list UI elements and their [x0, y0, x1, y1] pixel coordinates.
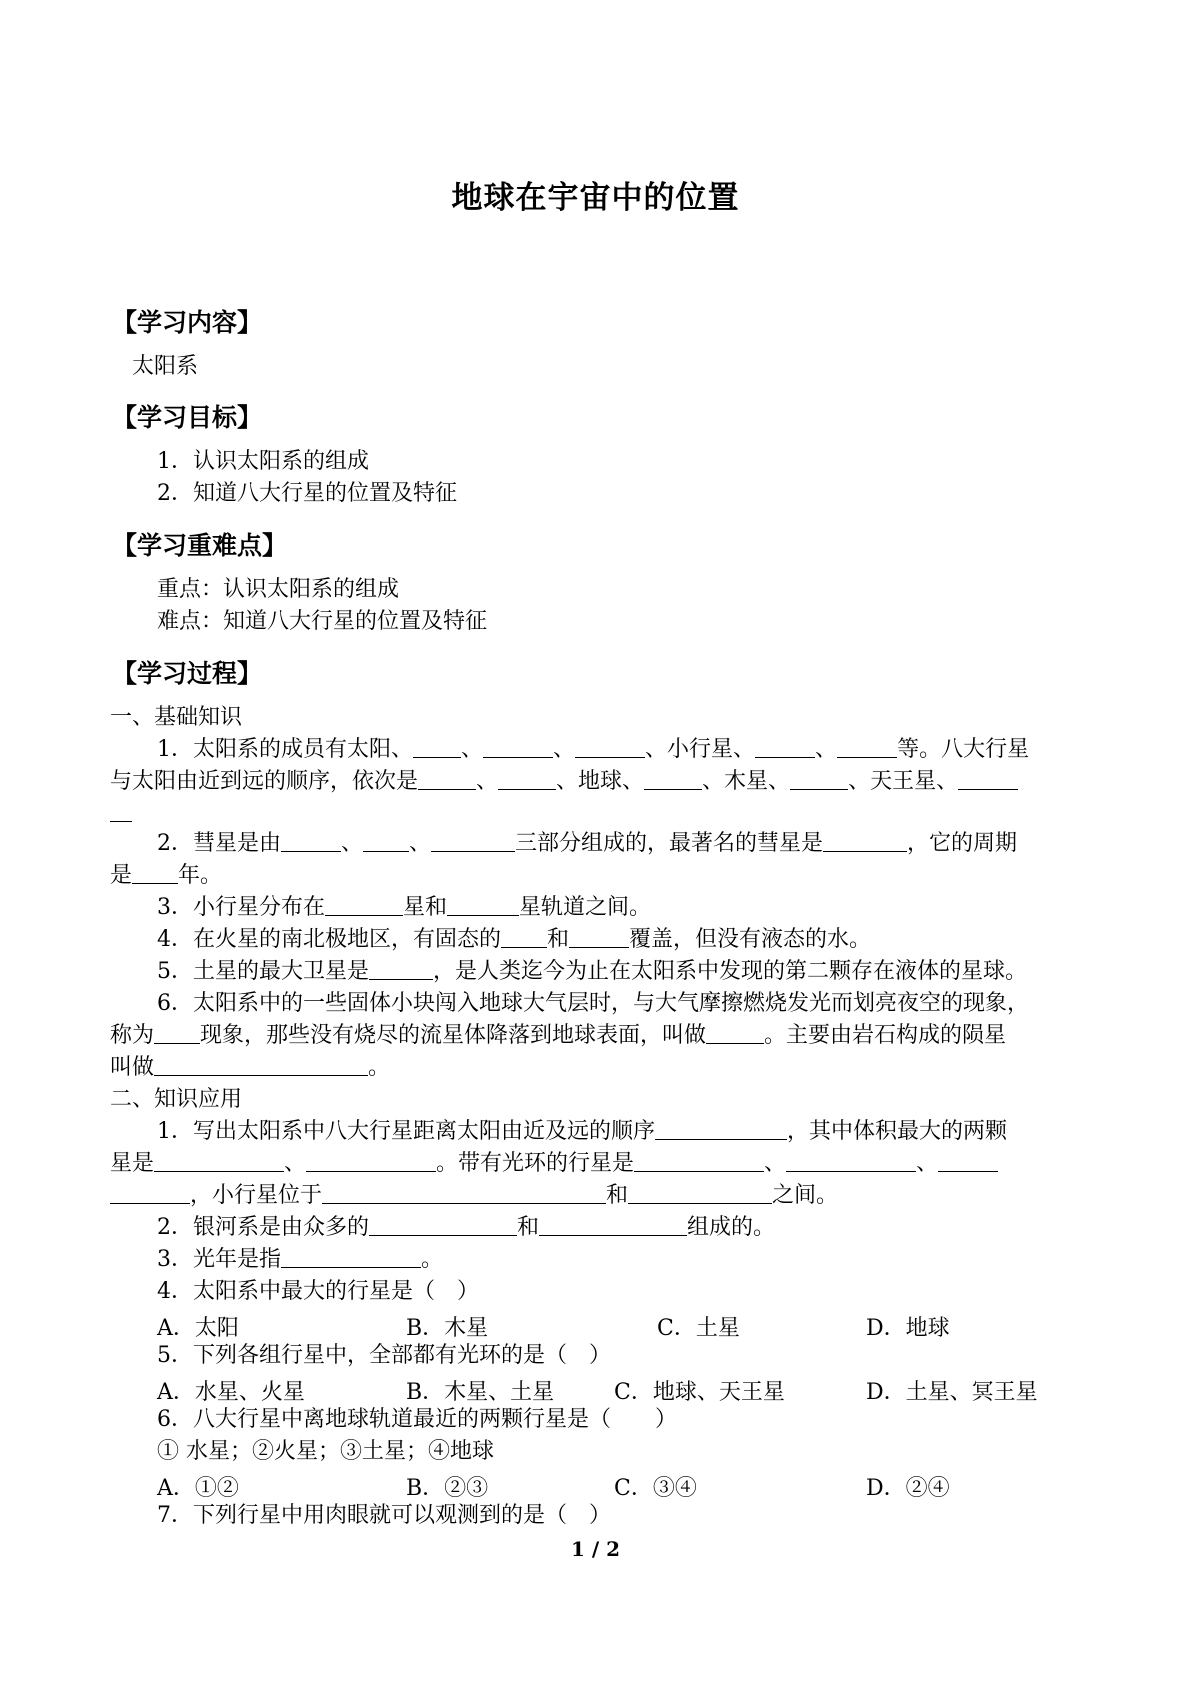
key-point: 难点：知道八大行星的位置及特征 — [157, 609, 488, 634]
blank — [958, 767, 1018, 790]
choice-option: C．③④ — [614, 1476, 697, 1501]
content-text: 太阳系 — [132, 354, 199, 379]
apply-q2: 2．银河系是由众多的 和 组成的。 — [157, 1215, 776, 1240]
apply-q6-list: ① 水星；②火星；③土星；④地球 — [157, 1439, 494, 1464]
blank — [790, 767, 848, 790]
blank — [110, 799, 132, 822]
choice-option: D．地球 — [866, 1316, 950, 1341]
apply-q5: 5．下列各组行星中，全部都有光环的是（ ） — [157, 1343, 611, 1368]
blank — [634, 1149, 764, 1172]
apply-q1-line3: ，小行星位于 和 之间。 — [110, 1181, 838, 1211]
goal-item: 2．知道八大行星的位置及特征 — [157, 481, 457, 506]
blank — [154, 1053, 368, 1076]
blank — [154, 1021, 200, 1044]
blank — [938, 1149, 998, 1172]
choice-option: D．土星、冥王星 — [866, 1380, 1038, 1405]
blank — [786, 1149, 916, 1172]
blank — [569, 925, 629, 948]
goals-heading: 【学习目标】 — [112, 403, 263, 432]
blank — [644, 767, 702, 790]
basic-q6-line1: 6．太阳系中的一些固体小块闯入地球大气层时，与大气摩擦燃烧发光而划亮夜空的现象， — [157, 991, 1030, 1016]
choice-option: D．②④ — [866, 1476, 950, 1501]
basic-q2-line1: 2．彗星是由 、 、 三部分组成的，最著名的彗星是 ，它的周期 — [157, 831, 1018, 856]
blank — [132, 861, 178, 884]
apply-heading: 二、知识应用 — [110, 1087, 243, 1112]
blank — [655, 1117, 787, 1140]
blank — [837, 735, 897, 758]
blank — [369, 1213, 517, 1236]
blank — [823, 829, 907, 852]
choice-option: C．土星 — [657, 1316, 740, 1341]
apply-q6: 6．八大行星中离地球轨道最近的两颗行星是（ ） — [157, 1407, 677, 1432]
process-heading: 【学习过程】 — [112, 659, 263, 688]
blank — [575, 735, 645, 758]
blank — [322, 1181, 606, 1204]
blank — [706, 1021, 764, 1044]
blank — [483, 735, 553, 758]
basic-q2-line2: 是 年。 — [110, 863, 223, 888]
blank — [363, 829, 409, 852]
goal-item: 1．认识太阳系的组成 — [157, 449, 369, 474]
choice-option: A．太阳 — [157, 1316, 239, 1341]
basic-q5: 5．土星的最大卫星是 ，是人类迄今为止在太阳系中发现的第二颗存在液体的星球。 — [157, 959, 1028, 984]
blank — [628, 1181, 772, 1204]
key-heading: 【学习重难点】 — [112, 531, 288, 560]
apply-q7: 7．下列行星中用肉眼就可以观测到的是（ ） — [157, 1503, 611, 1528]
basic-q6-line2: 称为 现象，那些没有烧尽的流星体降落到地球表面，叫做 。主要由岩石构成的陨星 — [110, 1023, 1007, 1048]
blank — [110, 1181, 190, 1204]
blank — [154, 1149, 284, 1172]
basic-heading: 一、基础知识 — [110, 705, 243, 730]
key-point: 重点：认识太阳系的组成 — [157, 577, 400, 602]
basic-q1-line2: 与太阳由近到远的顺序，依次是 、 、地球、 、木星、 、天王星、 — [110, 767, 1018, 797]
blank — [447, 893, 519, 916]
blank — [539, 1213, 687, 1236]
choice-option: C．地球、天王星 — [614, 1380, 785, 1405]
choice-option: B．木星、土星 — [406, 1380, 555, 1405]
blank — [755, 735, 815, 758]
basic-q4: 4．在火星的南北极地区，有固态的 和 覆盖，但没有液态的水。 — [157, 927, 872, 952]
apply-q1-line1: 1．写出太阳系中八大行星距离太阳由近及远的顺序 ，其中体积最大的两颗 — [157, 1119, 1008, 1144]
basic-q1-line1: 1．太阳系的成员有太阳、 、 、 、小行星、 、 等。八大行星 — [157, 737, 1030, 762]
blank — [281, 829, 341, 852]
choice-option: B．②③ — [406, 1476, 489, 1501]
blank — [431, 829, 515, 852]
apply-q1-line2: 星是 、 。带有光环的行星是 、 、 — [110, 1149, 998, 1179]
apply-q4: 4．太阳系中最大的行星是（ ） — [157, 1279, 479, 1304]
blank — [498, 767, 556, 790]
page-number: 1 / 2 — [570, 1537, 621, 1561]
blank — [413, 735, 461, 758]
blank — [281, 1245, 421, 1268]
choice-option: A．水星、火星 — [157, 1380, 305, 1405]
blank — [501, 925, 547, 948]
basic-q3: 3．小行星分布在 星和 星轨道之间。 — [157, 895, 652, 920]
blank — [369, 957, 433, 980]
blank — [306, 1149, 436, 1172]
blank — [418, 767, 476, 790]
page-title: 地球在宇宙中的位置 — [451, 180, 740, 216]
content-heading: 【学习内容】 — [112, 308, 263, 337]
choice-option: B．木星 — [406, 1316, 489, 1341]
apply-q3: 3．光年是指 。 — [157, 1247, 444, 1272]
basic-q6-line3: 叫做 。 — [110, 1055, 391, 1080]
choice-option: A．①② — [157, 1476, 239, 1501]
blank — [325, 893, 403, 916]
basic-q1-line3 — [110, 799, 132, 829]
